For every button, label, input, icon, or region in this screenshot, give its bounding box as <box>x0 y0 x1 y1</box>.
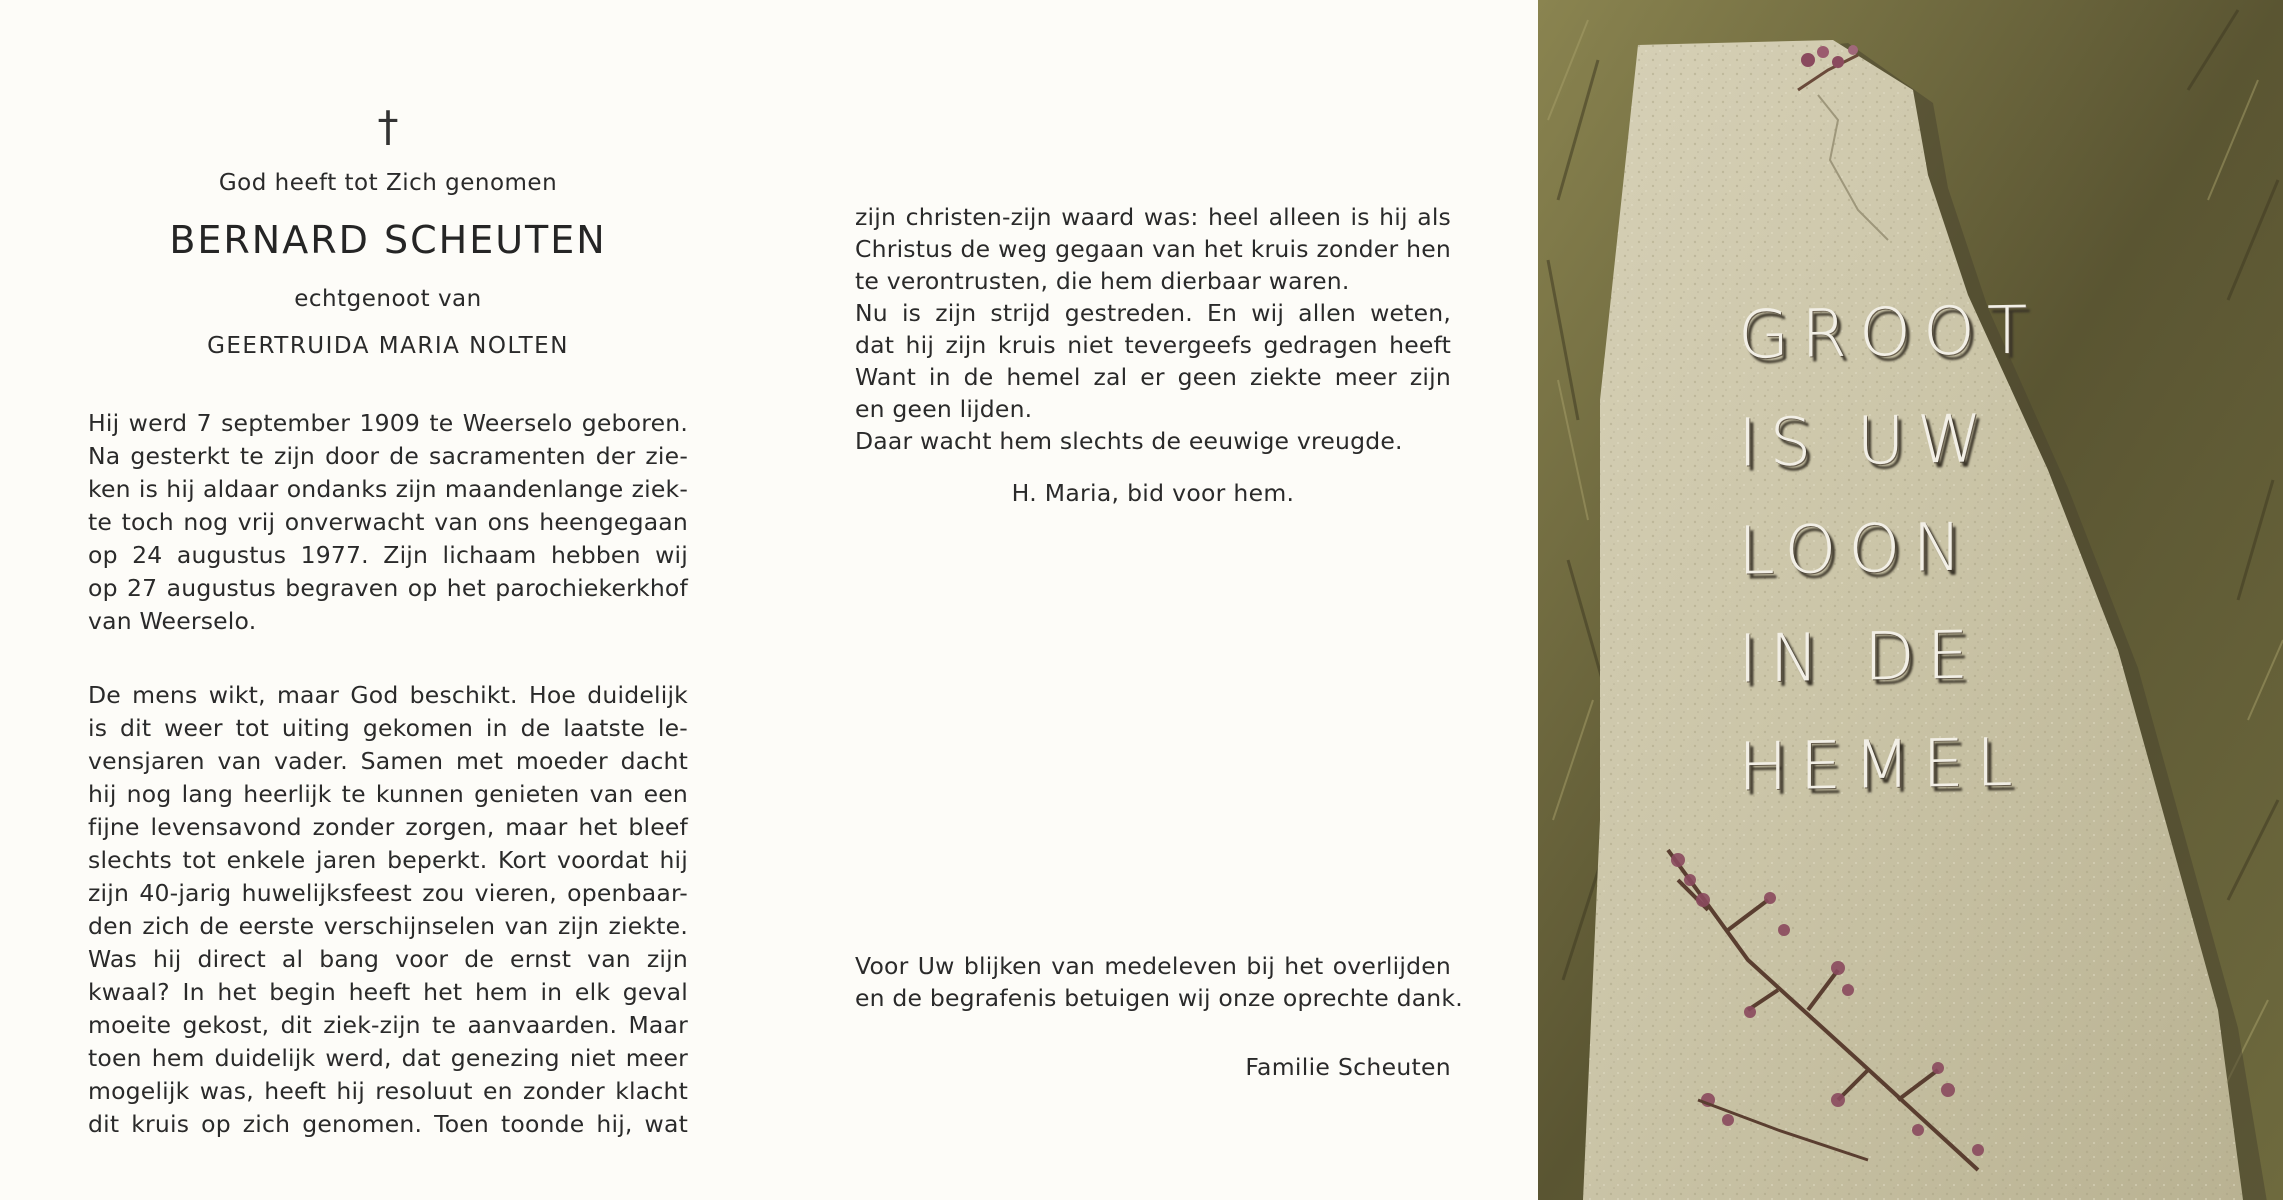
thanks-line: Voor Uw blijken van medeleven bij het overlijden <box>855 952 1451 980</box>
reflection-line: slechts tot enkele jaren beperkt. Kort voordat hij <box>88 846 688 874</box>
prayer-text: H. Maria, bid voor hem. <box>1011 479 1295 507</box>
continuation-line: en geen lijden. <box>855 395 1033 423</box>
reflection-line: zijn 40-jarig huwelijksfeest zou vieren, openbaar- <box>88 879 688 907</box>
continuation-line: zijn christen-zijn waard was: heel alleen is hij als <box>855 203 1451 231</box>
continuation-line: Christus de weg gegaan van het kruis zonder hen <box>855 235 1451 263</box>
thanks-paragraph <box>855 950 1463 1014</box>
bio-line: ken is hij aldaar ondanks zijn maandenlange ziek- <box>88 475 688 503</box>
bio-line: op 27 augustus begraven op het parochiekerkhof <box>88 574 688 602</box>
inscription-line: LOON <box>1738 508 1974 590</box>
bio-line: Hij werd 7 september 1909 te Weerselo geboren. <box>88 409 688 437</box>
reflection-paragraph <box>88 679 688 1141</box>
reflection-line: dit kruis op zich genomen. Toen toonde hij, wat <box>88 1110 688 1138</box>
middle-panel <box>855 0 1463 1200</box>
bio-line: van Weerselo. <box>88 607 257 635</box>
continuation-line: te verontrusten, die hem dierbaar waren. <box>855 267 1350 295</box>
reflection-line: den zich de eerste verschijnselen van zijn ziekte. <box>88 912 688 940</box>
inscription-line: IS UW <box>1738 400 1994 482</box>
spouse-name: GEERTRUIDA MARIA NOLTEN <box>207 333 569 359</box>
continuation-line: dat hij zijn kruis niet tevergeefs gedragen heeft <box>855 331 1451 359</box>
reflection-line: mogelijk was, heeft hij resoluut en zonder klacht <box>88 1077 688 1105</box>
continuation-paragraph <box>855 201 1451 457</box>
reflection-line: kwaal? In het begin heeft het hem in elk geval <box>88 978 688 1006</box>
reflection-line: fijne levensavond zonder zorgen, maar het bleef <box>88 813 688 841</box>
continuation-line: Want in de hemel zal er geen ziekte meer zijn <box>855 363 1451 391</box>
deceased-name: BERNARD SCHEUTEN <box>169 218 607 262</box>
continuation-line: Nu is zijn strijd gestreden. En wij allen weten, <box>855 299 1451 327</box>
inscription-line: HEMEL <box>1738 723 2025 806</box>
reflection-line: is dit weer tot uiting gekomen in de laatste le- <box>88 714 688 742</box>
inscription-line: GROOT <box>1738 291 2040 374</box>
cross-icon: † <box>377 102 399 151</box>
reflection-line: Was hij direct al bang voor de ernst van zijn <box>88 945 688 973</box>
continuation-line: Daar wacht hem slechts de eeuwige vreugde. <box>855 427 1403 455</box>
gravestone-photo <box>1538 0 2283 1200</box>
thanks-line: en de begrafenis betuigen wij onze oprechte dank. <box>855 984 1463 1012</box>
reflection-line: De mens wikt, maar God beschikt. Hoe duidelijk <box>88 681 688 709</box>
bio-line: Na gesterkt te zijn door de sacramenten der zie- <box>88 442 688 470</box>
inscription-line: IN DE <box>1738 616 1981 698</box>
reflection-line: toen hem duidelijk werd, dat genezing niet meer <box>88 1044 688 1072</box>
left-panel <box>88 0 688 1200</box>
bio-line: op 24 augustus 1977. Zijn lichaam hebben wij <box>88 541 688 569</box>
biography-paragraph <box>88 407 688 638</box>
reflection-line: hij nog lang heerlijk te kunnen genieten van een <box>88 780 688 808</box>
family-signature: Familie Scheuten <box>1245 1053 1451 1081</box>
intro-text: God heeft tot Zich genomen <box>218 170 558 196</box>
bio-line: te toch nog vrij onverwacht van ons heengegaan <box>88 508 688 536</box>
reflection-line: vensjaren van vader. Samen met moeder dacht <box>88 747 688 775</box>
gravestone-inscription <box>1738 274 2158 821</box>
reflection-line: moeite gekost, dit ziek-zijn te aanvaarden. Maar <box>88 1011 688 1039</box>
relation-text: echtgenoot van <box>294 286 482 312</box>
